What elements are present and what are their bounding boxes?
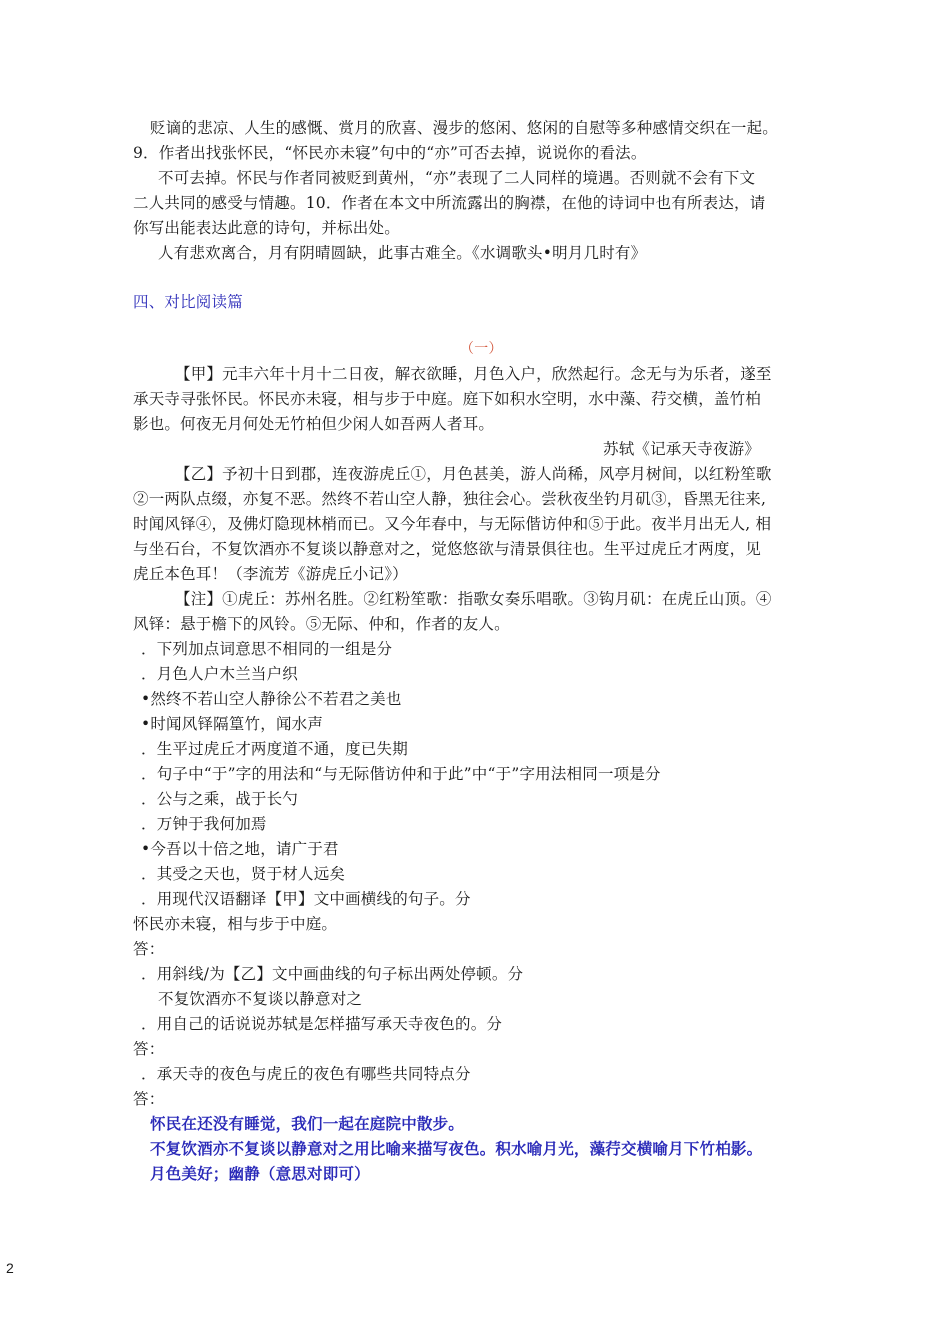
passage-yi-line-4: 与坐石台，不复饮酒亦不复谈以静意对之，觉悠悠欲与清景俱往也。生平过虎丘才两度，见 <box>133 540 762 558</box>
passage-yi-line-2: ②一两队点缀，亦复不恶。然终不若山空人静，独往会心。尝秋夜坐钓月矶③，昏黑无往来, <box>133 490 767 508</box>
section-heading: 四、对比阅读篇 <box>133 293 243 311</box>
page-number: 2 <box>6 1260 14 1276</box>
option-item: ．月色人户木兰当户织 <box>141 665 299 683</box>
text-line: 贬谪的悲凉、人生的感慨、赏月的欣喜、漫步的悠闲、悠闲的自慰等多种感情交织在一起。 <box>150 119 779 137</box>
passage-jia-line-2: 承天寺寻张怀民。怀民亦未寝，相与步于中庭。庭下如积水空明，水中藻、荇交横，盖竹柏 <box>133 390 762 408</box>
answer-9-line-1: 不可去掉。怀民与作者同被贬到黄州，“亦”表现了二人同样的境遇。否则就不会有下文 <box>158 169 756 187</box>
option-item: ．公与之乘，战于长勺 <box>141 790 299 808</box>
question-item: ．用斜线/为【乙】文中画曲线的句子标出两处停顿。分 <box>141 965 524 983</box>
answer-key-line-3: 月色美好；幽静（意思对即可） <box>150 1164 370 1183</box>
answer-key-line-1: 怀民在还没有睡觉，我们一起在庭院中散步。 <box>150 1114 465 1133</box>
answer-key-line-2: 不复饮酒亦不复谈以静意对之用比喻来描写夜色。积水喻月光，藻荇交横喻月下竹柏影。 <box>150 1139 763 1158</box>
question-9: 9．作者出找张怀民，“怀民亦未寝”句中的“亦”可否去掉，说说你的看法。 <box>133 144 647 162</box>
passage-jia-source: 苏轼《记承天寺夜游》 <box>603 440 761 458</box>
answer-9-line-2: 二人共同的感受与情趣。10．作者在本文中所流露出的胸襟，在他的诗词中也有所表达，请 <box>133 194 766 212</box>
notes-line-2: 风铎：悬于檐下的风铃。⑤无际、仲和，作者的友人。 <box>133 615 510 633</box>
passage-yi-line-1: 【乙】予初十日到郡，连夜游虎丘①，月色甚美，游人尚稀，风亭月树间，以红粉笙歌 <box>175 465 772 483</box>
question-10-line: 你写出能表达此意的诗句，并标出处。 <box>133 219 400 237</box>
answer-label: 答： <box>133 1090 165 1108</box>
option-item: •然终不若山空人静徐公不若君之美也 <box>141 690 402 708</box>
answer-10: 人有悲欢离合，月有阴晴圆缺，此事古难全。《水调歌头•明月几时有》 <box>158 244 647 262</box>
question-item: ．承天寺的夜色与虎丘的夜色有哪些共同特点分 <box>141 1065 471 1083</box>
notes-line-1: 【注】①虎丘：苏州名胜。②红粉笙歌：指歌女奏乐唱歌。③钩月矶：在虎丘山顶。④ <box>175 590 772 608</box>
passage-yi-line-5: 虎丘本色耳！（李流芳《游虎丘小记》） <box>133 565 408 583</box>
option-item: ．万钟于我何加焉 <box>141 815 267 833</box>
option-item: ．其受之天也，贤于材人远矣 <box>141 865 346 883</box>
passage-jia-line-3: 影也。何夜无月何处无竹柏但少闲人如吾两人者耳。 <box>133 415 495 433</box>
answer-label: 答： <box>133 1040 165 1058</box>
question-item: ．用自己的话说说苏轼是怎样描写承天寺夜色的。分 <box>141 1015 503 1033</box>
quoted-sentence: 怀民亦未寝，相与步于中庭。 <box>133 915 338 933</box>
question-item: ．句子中“于”字的用法和“与无际偕访仲和于此”中“于”字用法相同一项是分 <box>141 765 661 783</box>
quoted-sentence: 不复饮酒亦不复谈以静意对之 <box>158 990 363 1008</box>
subsection-heading: （一） <box>460 341 503 357</box>
question-item: ．下列加点词意思不相同的一组是分 <box>141 640 393 658</box>
question-item: ．用现代汉语翻译【甲】文中画横线的句子。分 <box>141 890 471 908</box>
option-item: ．生平过虎丘才两度道不通，度已失期 <box>141 740 408 758</box>
passage-jia-line-1: 【甲】元丰六年十月十二日夜，解衣欲睡，月色入户，欣然起行。念无与为乐者，遂至 <box>175 365 772 383</box>
passage-yi-line-3: 时闻风铎④，及佛灯隐现林梢而已。又今年春中，与无际偕访仲和⑤于此。夜半月出无人, 相 <box>133 515 772 533</box>
option-item: •今吾以十倍之地，请广于君 <box>141 840 339 858</box>
answer-label: 答： <box>133 940 165 958</box>
option-item: •时闻风铎隔篁竹，闻水声 <box>141 715 324 733</box>
